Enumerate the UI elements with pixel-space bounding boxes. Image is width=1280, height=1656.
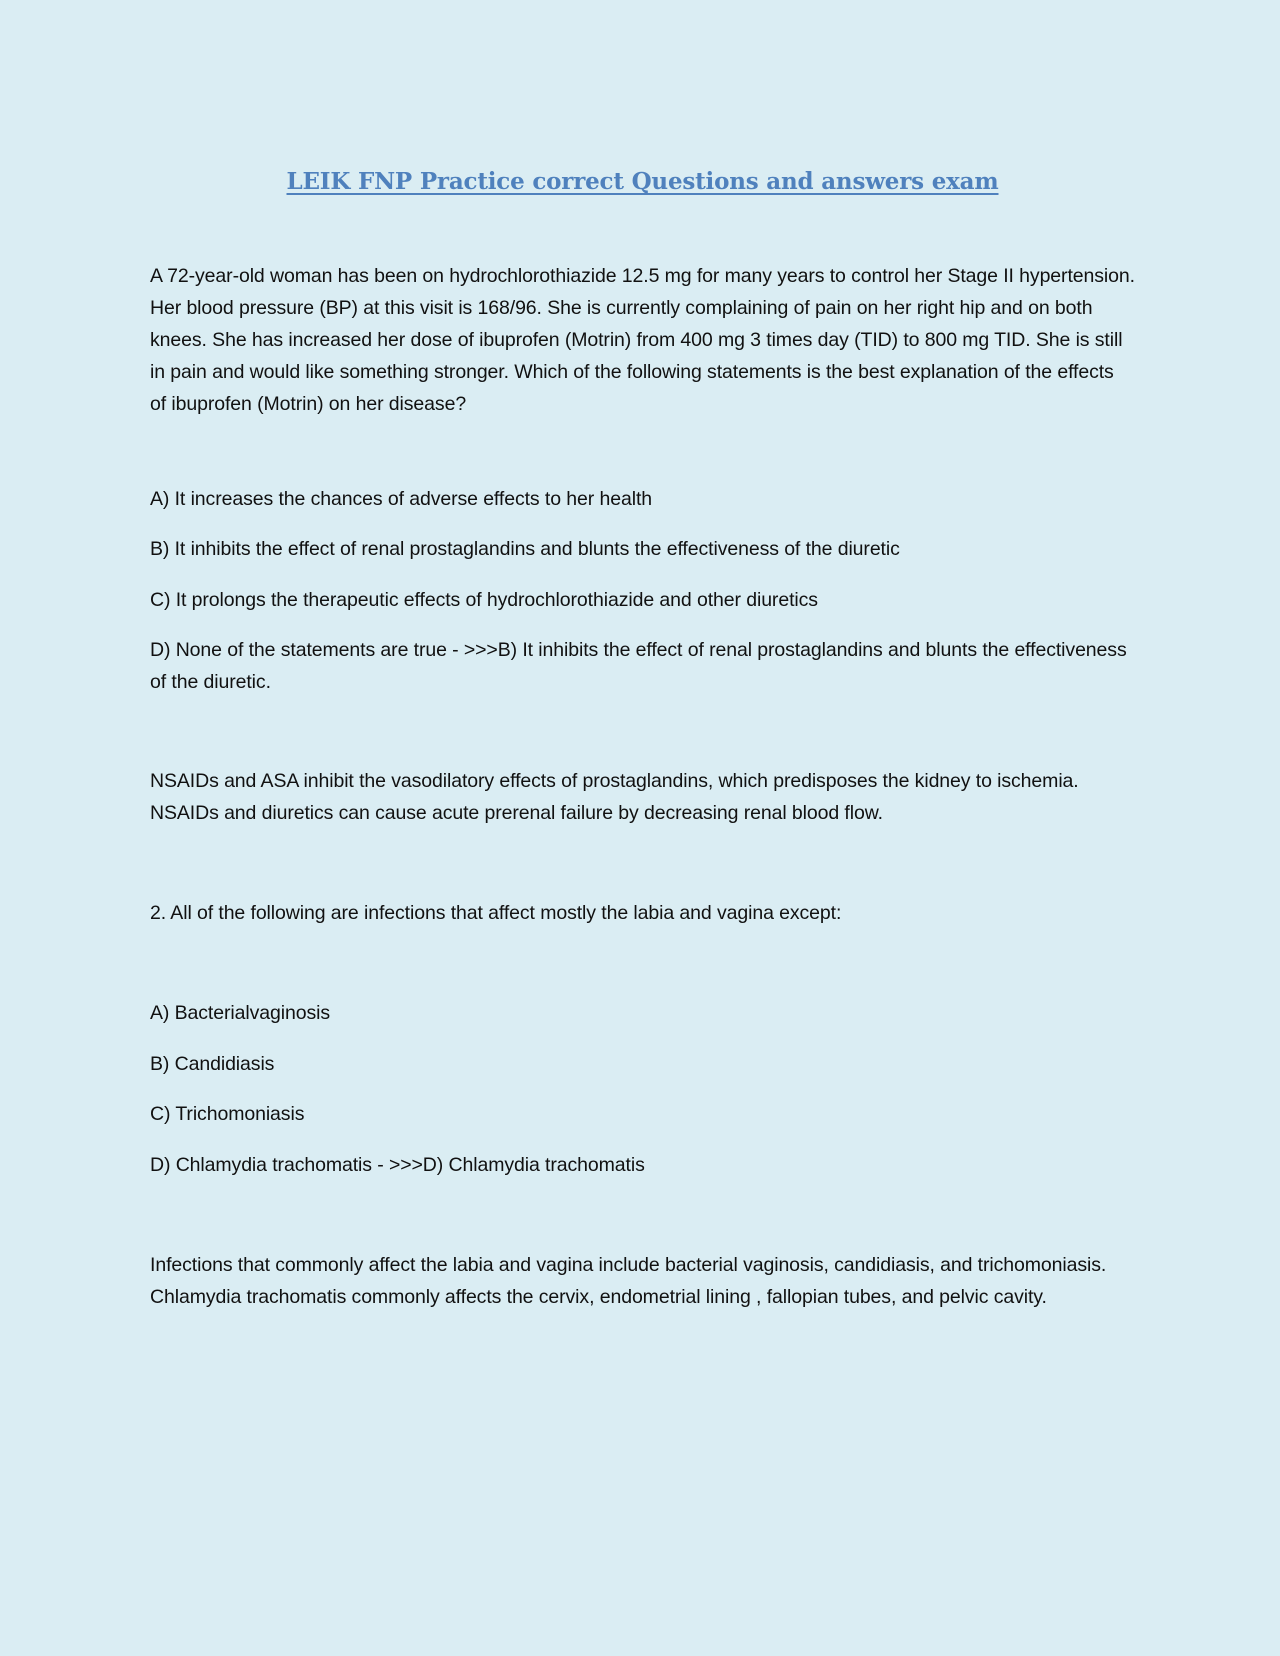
question-2-option-b: B) Candidiasis bbox=[150, 1053, 275, 1075]
question-2-option-a: A) Bacterialvaginosis bbox=[150, 1002, 330, 1024]
question-1-option-c: C) It prolongs the therapeutic effects of hydrochlorothiazide and other diuretics bbox=[150, 589, 818, 611]
question-1-option-b: B) It inhibits the effect of renal prostaglandins and blunts the effectiveness of the diuretic bbox=[150, 538, 900, 560]
question-2-option-c: C) Trichomoniasis bbox=[150, 1103, 305, 1125]
document-title: LEIK FNP Practice correct Questions and answers exam bbox=[286, 168, 999, 195]
question-1-explanation: NSAIDs and ASA inhibit the vasodilatory effects of prostaglandins, which predisposes the kidney to ischemia. NSAIDs and diuretics can cause acute prerenal failure by decreasing renal blood flow. bbox=[150, 770, 1079, 824]
document-page bbox=[150, 0, 1135, 1656]
question-1-option-d-answer: D) None of the statements are true - >>>B) It inhibits the effect of renal prostaglandins and blunts the effectiveness of the diuretic. bbox=[150, 639, 1127, 693]
question-2-stem: 2. All of the following are infections that affect mostly the labia and vagina except: bbox=[150, 902, 842, 924]
question-1-option-a: A) It increases the chances of adverse effects to her health bbox=[150, 488, 653, 510]
question-1-stem: A 72-year-old woman has been on hydrochlorothiazide 12.5 mg for many years to control her Stage II hypertension. Her blood pressure (BP) at this visit is 168/96. She is currently complaining of pain on her right hip and on both knees. She has increased her dose of ibuprofen (Motrin) from 400 mg 3 times day (TID) to 800 mg TID. She is still in pain and would like something stronger. Which of the following statements is the best explanation of the effects of ibuprofen (Motrin) on her disease? bbox=[150, 265, 1135, 415]
question-2-option-d-answer: D) Chlamydia trachomatis - >>>D) Chlamydia trachomatis bbox=[150, 1154, 645, 1176]
question-2-explanation: Infections that commonly affect the labia and vagina include bacterial vaginosis, candidiasis, and trichomoniasis. Chlamydia trachomatis commonly affects the cervix, endometrial lining , fallopian tubes, and pelvic cavity. bbox=[150, 1254, 1107, 1308]
